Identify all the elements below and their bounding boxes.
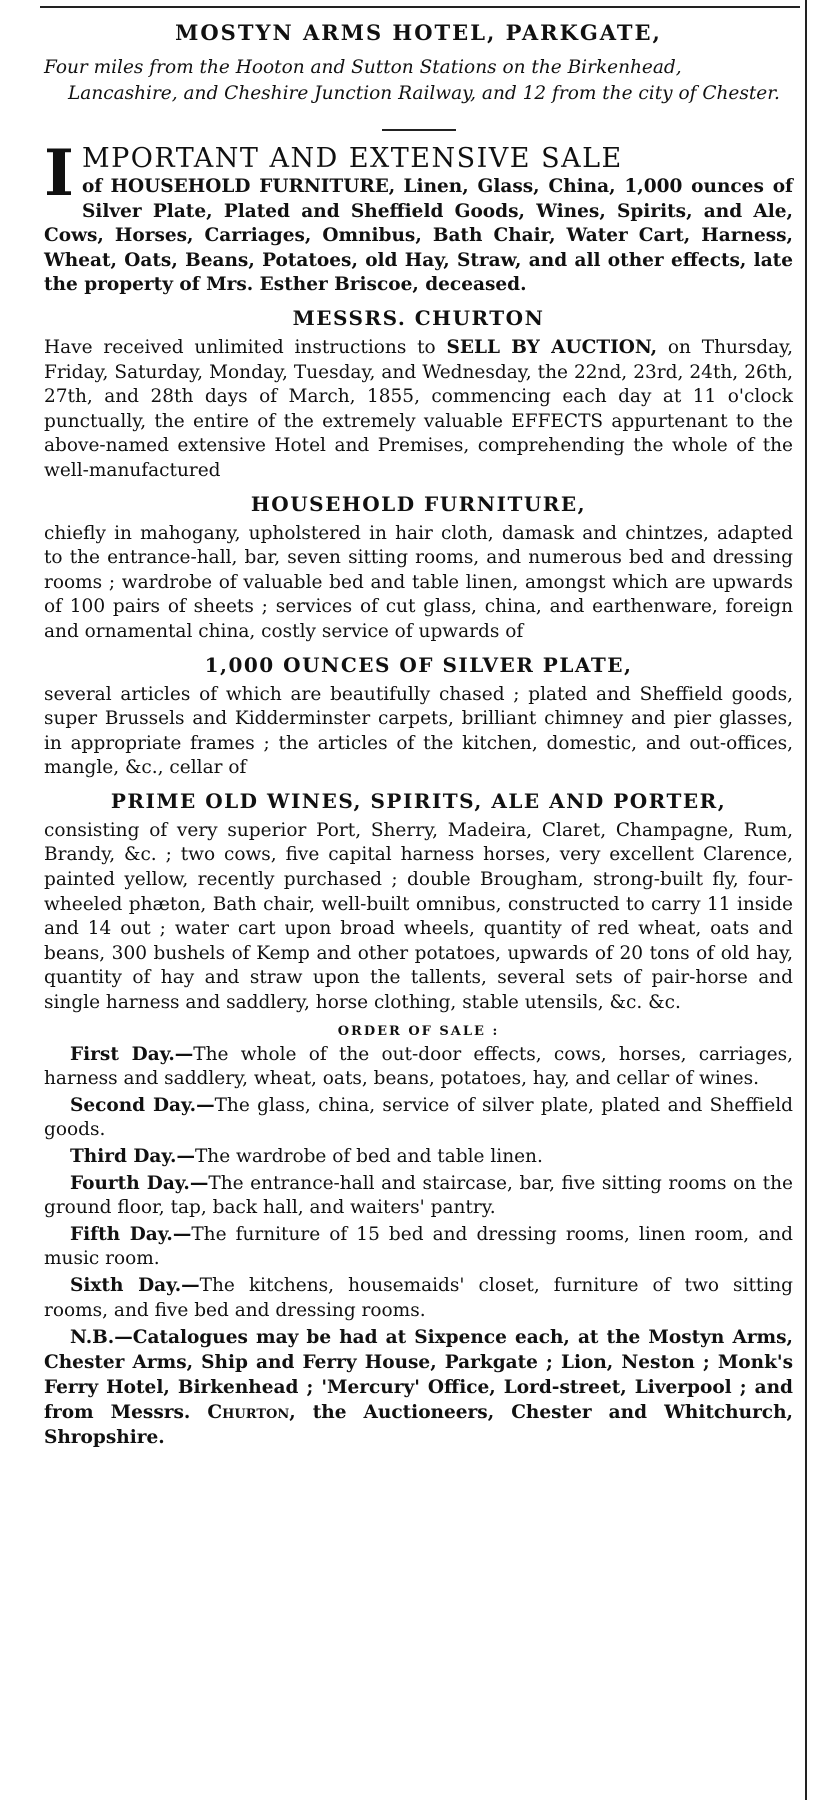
nb-catalogues-note [44,1325,793,1450]
day-entry [44,1172,793,1221]
day-label: Third Day.— [70,1146,195,1167]
day-label: Second Day.— [70,1094,215,1116]
wines-heading: PRIME OLD WINES, SPIRITS, ALE AND PORTER, [110,788,727,813]
auctioneer-name: MESSRS. CHURTON [292,305,545,330]
headline-title: MPORTANT AND EXTENSIVE SALE [81,143,623,174]
instructions-post: on Thursday, Friday, Saturday, Monday, Tuesday, and Wednesday, the 22nd, 23rd, 24th, 26th, 27th, and 28th days of March, 1855, commencing each day at 11 o'clock punctually, the entire of the extremely valuable EFFECTS appurtenant to the above-named extensive Hotel and Premises, comprehending the whole of the well-manufactured [44,336,794,481]
drop-cap: I [44,136,74,211]
day-entry [44,1274,793,1323]
day-text: The whole of the out-door effects, cows, horses, carriages, harness and saddlery, wheat, oats, beans, potatoes, hay, and cellar of wines. [44,1043,793,1090]
order-of-sale-heading: ORDER OF SALE : [337,1023,500,1039]
wines-text: consisting of very superior Port, Sherry, Madeira, Claret, Champagne, Rum, Brandy, &c. ; two cows, five capital harness horses, very excellent Clarence, painted yellow, recently purchased ; double Brougham, strong-built fly, four-wheeled phæton, Bath chair, well-built omnibus, constructed to carry 11 inside and 14 out ; water cart upon broad wheels, quantity of red wheat, oats and beans, 300 bushels of Kemp and other potatoes, upwards of 20 tons of old hay, quantity of hay and straw upon the tallents, several sets of pair-horse and single harness and saddlery, horse clothing, stable utensils, &c. &c. [44,819,793,1014]
nb-text: N.B.—Catalogues may be had at Sixpence each, at the Mostyn Arms, Chester Arms, Ship and Ferry House, Parkgate ; Lion, Neston ; Monk's Ferry Hotel, Birkenhead ; 'Mercury' Office, Lord-street, Liverpool ; and from Messrs. [44,1327,793,1424]
headline-household-furniture: HOUSEHOLD FURNITURE, [110,176,396,197]
day-label: Fourth Day.— [70,1172,209,1194]
day-entry [44,1043,793,1092]
nb-churton: Churton, [207,1402,296,1424]
sell-by-auction: SELL BY AUCTION, [446,336,658,358]
location-line-1: Four miles from the Hooton and Sutton Stations on the Birkenhead, [44,57,682,78]
day-text: The kitchens, housemaids' closet, furniture of two sitting rooms, and five bed and dressing rooms. [44,1274,794,1321]
location-text [44,55,793,107]
location-line-2: Lancashire, and Cheshire Junction Railway, and 12 from the city of Chester. [68,83,780,104]
silver-heading: 1,000 OUNCES OF SILVER PLATE, [204,652,633,677]
headline-of: of [81,176,103,197]
day-text: The furniture of 15 bed and dressing rooms, linen room, and music room. [44,1223,793,1270]
furniture-text: chiefly in mahogany, upholstered in hair cloth, damask and chintzes, adapted to the entrance-hall, bar, seven sitting rooms, and numerous bed and dressing rooms ; wardrobe of valuable bed and table linen, amongst which are upwards of 100 pairs of sheets ; services of cut glass, china, and earthenware, foreign and ornamental china, costly service of upwards of [44,522,793,642]
column-rule [805,0,807,1800]
day-label: Fifth Day.— [70,1223,192,1245]
day-entry [44,1094,793,1143]
day-label: Sixth Day.— [70,1274,200,1296]
headline-items-text: Linen, Glass, China, 1,000 ounces of Silver Plate, Plated and Sheffield Goods, Wines, Spirits, and Ale, Cows, Horses, Carriages, Omnibus, Bath Chair, Water Cart, Harness, Wheat, Oats, Beans, Potatoes, old Hay, Straw, and all other effects, late the property of Mrs. Esther Briscoe, deceased. [44,176,794,296]
headline-items [44,175,793,298]
furniture-heading: HOUSEHOLD FURNITURE, [250,491,587,516]
nb-tail: the Auctioneers, Chester and Whitchurch, Shropshire. [44,1402,793,1449]
top-rule [40,6,800,8]
day-text: The entrance-hall and staircase, bar, five sitting rooms on the ground floor, tap, back hall, and waiters' pantry. [44,1172,793,1219]
day-label: First Day.— [70,1043,194,1065]
separator-rule [382,129,456,131]
hotel-name: MOSTYN ARMS HOTEL, PARKGATE, [175,20,662,45]
day-entry [44,1145,793,1170]
sale-headline [44,136,794,298]
instructions-pre: Have received unlimited instructions to [44,336,436,358]
day-text: The wardrobe of bed and table linen. [194,1146,543,1167]
auction-instructions [44,336,793,484]
day-entry [44,1223,793,1272]
day-text: The glass, china, service of silver plate, plated and Sheffield goods. [44,1094,793,1141]
silver-text: several articles of which are beautifully chased ; plated and Sheffield goods, super Brussels and Kidderminster carpets, brilliant chimney and pier glasses, in appropriate frames ; the articles of the kitchen, domestic, and out-offices, mangle, &c., cellar of [44,683,793,779]
